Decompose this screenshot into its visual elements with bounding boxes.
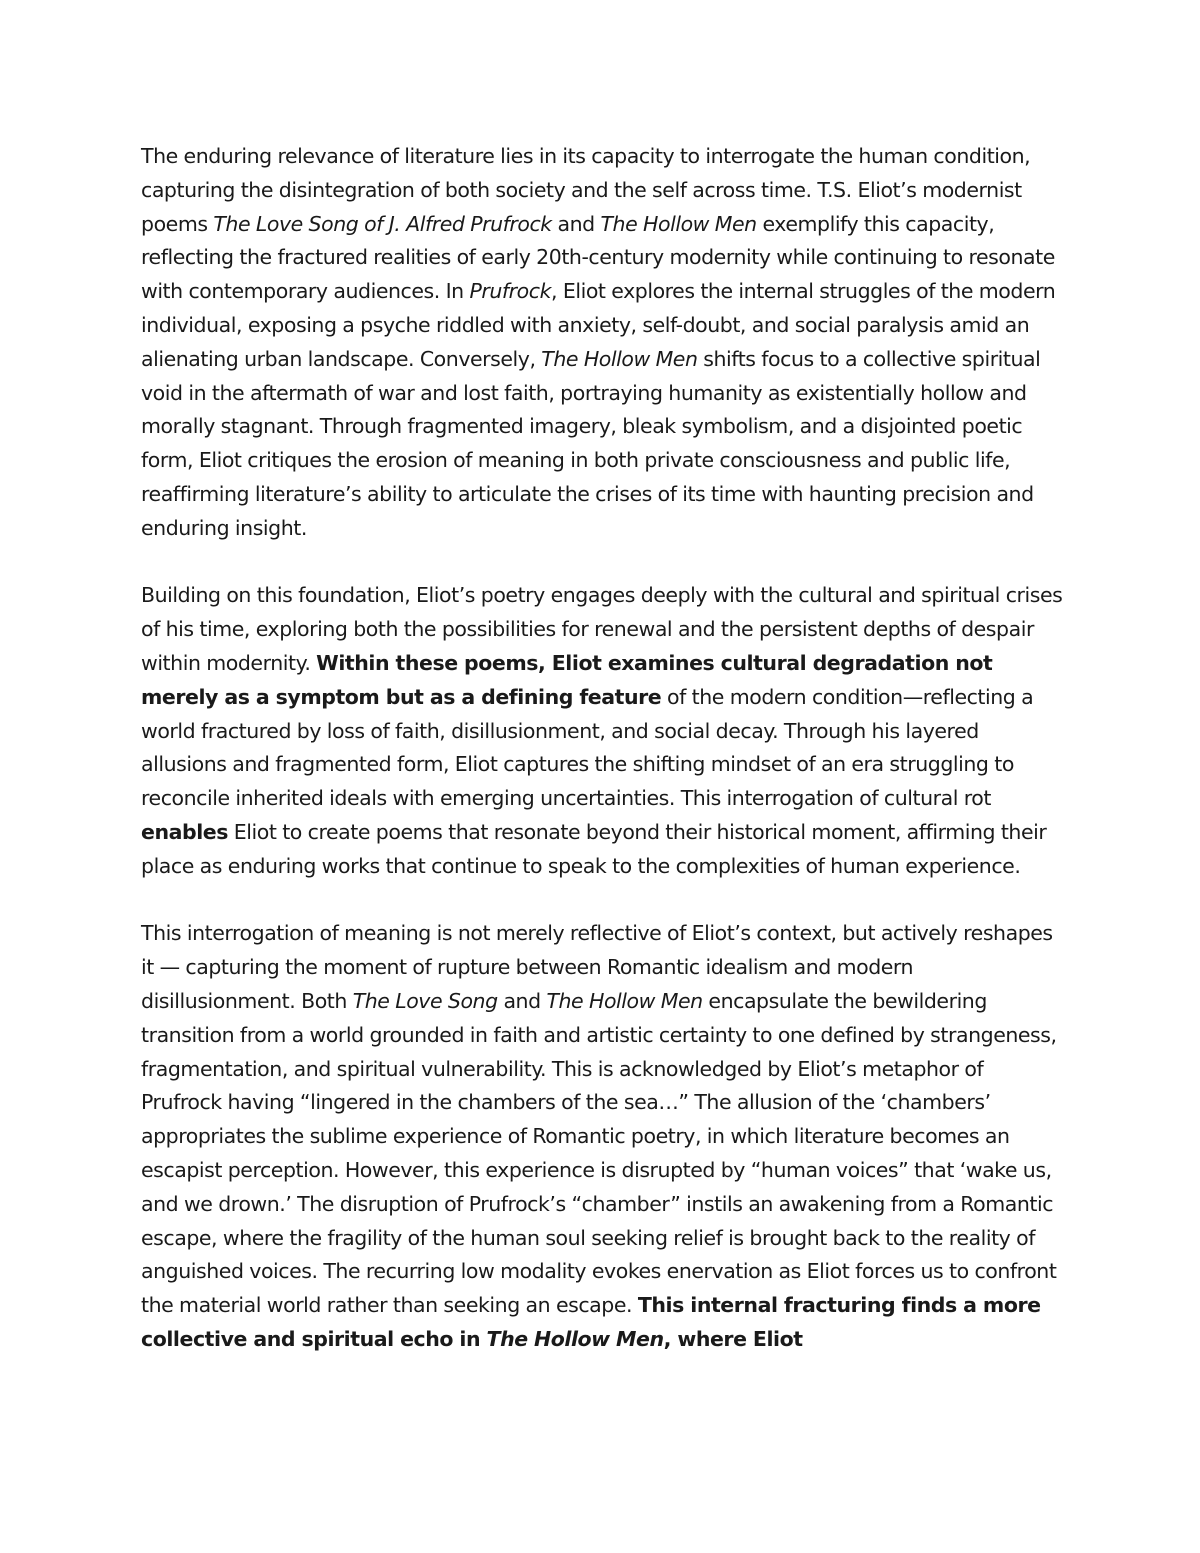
bold-transition-sentence-end: , where Eliot xyxy=(663,1326,803,1351)
text-segment: The enduring relevance of literature lies in its capacity to interrogate the human condition, capturing the disintegration of both society and the self across time. T.S. Eliot’s modernist poems xyxy=(141,144,1031,236)
paragraph-1 xyxy=(141,140,1069,546)
text-segment: shifts focus to a collective spiritual void in the aftermath of war and lost faith, portraying humanity as existentially hollow and morally stagnant. Through fragmented imagery, bleak symbolism, and a disjointed poetic form, Eliot critiques the erosion of meaning in both private consciousness and public life, reaffirming literature’s ability to articulate the crises of its time with haunting precision and enduring insight. xyxy=(141,346,1041,540)
text-segment: of the modern condition—reflecting a world fractured by loss of faith, disillusionment, and social decay. Through his layered allusions and fragmented form, Eliot captures the shifting mindset of an era struggling to reconcile inherited ideals with emerging uncertainties. This interrogation of cultural rot xyxy=(141,684,1034,811)
text-segment: and xyxy=(551,211,601,236)
text-segment: encapsulate the bewildering transition from a world grounded in faith and artistic certainty to one defined by strangeness, fragmentation, and spiritual vulnerability. This is acknowledged by Eliot’s metaphor of Prufrock having “lingered in the chambers of the sea…” The allusion of the ‘chambers’ appropriates the sublime experience of Romantic poetry, in which literature becomes an escapist perception. However, this experience is disrupted by “human voices” that ‘wake us, and we drown.’ The disruption of Prufrock’s “chamber” instils an awakening from a Romantic escape, where the fragility of the human soul seeking relief is brought back to the reality of anguished voices. The recurring low modality evokes enervation as Eliot forces us to confront the material world rather than seeking an escape. xyxy=(141,988,1057,1318)
text-segment: Eliot to create poems that resonate beyond their historical moment, affirming their place as enduring works that continue to speak to the complexities of human experience. xyxy=(141,819,1047,878)
text-segment: Building on this foundation, Eliot’s poetry engages deeply with the cultural and spiritual crises of his time, exploring both the possibilities for renewal and the persistent depths of despair within modernity. xyxy=(141,583,1063,675)
poem-title-hollow-men: The Hollow Men xyxy=(600,211,757,236)
paragraph-3 xyxy=(141,917,1069,1356)
poem-title-hollow-men: The Hollow Men xyxy=(541,346,698,371)
bold-topic-sentence: Within these poems, Eliot examines cultural degradation not merely as a symptom but as a defining feature xyxy=(141,650,993,709)
bold-transition-sentence: This internal fracturing finds a more collective and spiritual echo in xyxy=(141,1293,1041,1351)
poem-title-love-song: The Love Song xyxy=(352,988,498,1013)
document-body xyxy=(141,140,1069,1357)
poem-title-prufrock-short: Prufrock xyxy=(469,279,551,304)
text-segment: This interrogation of meaning is not merely reflective of Eliot’s context, but actively reshapes it — capturing the moment of rupture between Romantic idealism and modern disillusionment. Both xyxy=(141,921,1053,1013)
text-segment: exemplify this capacity, reflecting the fractured realities of early 20th-century modernity while continuing to resonate with contemporary audiences. In xyxy=(141,211,1055,304)
poem-title-prufrock: The Love Song of J. Alfred Prufrock xyxy=(213,211,552,236)
poem-title-hollow-men: The Hollow Men xyxy=(546,988,703,1013)
poem-title-hollow-men-bold: The Hollow Men xyxy=(486,1326,664,1351)
paragraph-2 xyxy=(141,579,1069,883)
text-segment: , Eliot explores the internal struggles of the modern individual, exposing a psyche riddled with anxiety, self-doubt, and social paralysis amid an alienating urban landscape. Conversely, xyxy=(141,279,1056,371)
bold-enables: enables xyxy=(141,819,228,844)
text-segment: and xyxy=(497,988,547,1013)
